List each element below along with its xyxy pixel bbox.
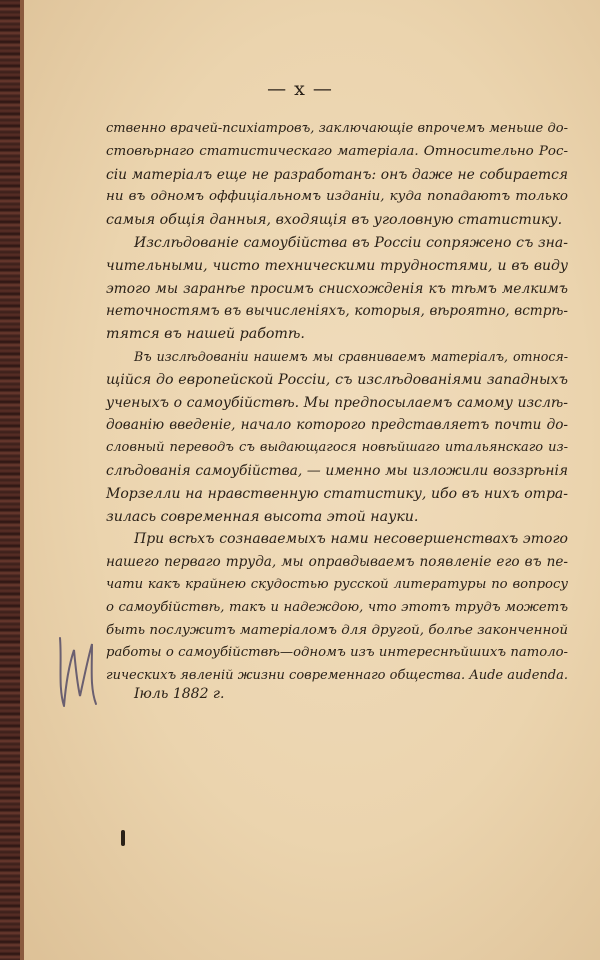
text-line: слѣдованія самоубійства, — именно мы изложили воззрѣнія bbox=[106, 462, 568, 479]
body-text bbox=[106, 118, 568, 688]
text-line: Изслѣдованіе самоубійства въ Россіи сопряжено съ зна- bbox=[134, 234, 568, 251]
text-line: о самоубійствѣ, такъ и надеждою, что этотъ трудъ можетъ bbox=[106, 599, 568, 615]
text-line: этого мы заранѣе просимъ снисхожденія къ тѣмъ мелкимъ bbox=[106, 280, 568, 297]
paragraph-1 bbox=[106, 118, 568, 232]
text-line: быть послужитъ матеріаломъ для другой, болѣе законченной bbox=[106, 622, 568, 638]
text-line: зилась современная высота этой науки. bbox=[106, 508, 419, 525]
text-line: При всѣхъ сознаваемыхъ нами несовершенствахъ этого bbox=[134, 531, 568, 548]
text-line: работы о самоубійствѣ—одномъ изъ интереснѣйшихъ патоло- bbox=[106, 645, 568, 661]
text-line: самыя общія данныя, входящія въ уголовную статистику. bbox=[106, 212, 563, 229]
text-line: Морзелли на нравственную статистику, ибо въ нихъ отра- bbox=[106, 485, 568, 502]
text-line: неточностямъ въ вычисленіяхъ, которыя, вѣроятно, встрѣ- bbox=[106, 303, 568, 320]
text-line: словный переводъ съ выдающагося новѣйшаго итальянскаго из- bbox=[106, 440, 568, 456]
text-line: тятся въ нашей работѣ. bbox=[106, 326, 305, 343]
text-line: ственно врачей-психіатровъ, заключающіе впрочемъ меньше до- bbox=[106, 121, 568, 136]
text-line: ни въ одномъ оффиціальномъ изданіи, куда попадаютъ только bbox=[106, 189, 568, 205]
text-line: дованію введеніе, начало которого представляетъ почти до- bbox=[106, 417, 568, 434]
text-line: щійся до европейской Россіи, съ изслѣдованіями западныхъ bbox=[106, 371, 568, 388]
text-line: стовѣрнаго статистическаго матеріала. Относительно Рос- bbox=[106, 143, 568, 159]
text-line: Въ изслѣдованіи нашемъ мы сравниваемъ матеріалъ, относя- bbox=[134, 348, 568, 364]
ink-mark bbox=[121, 830, 125, 846]
text-line: чати какъ крайнею скудостью русской литературы по вопросу bbox=[106, 576, 568, 592]
page-number: — x — bbox=[267, 78, 333, 100]
paragraph-3 bbox=[106, 346, 568, 528]
paragraph-4 bbox=[106, 528, 568, 688]
text-line: чительными, чисто техническими трудностями, и въ виду bbox=[106, 257, 568, 274]
text-line: ученыхъ о самоубійствѣ. Мы предпосылаемъ самому изслѣ- bbox=[106, 394, 568, 411]
text-line: сіи матеріалъ еще не разработанъ: онъ даже не собирается bbox=[106, 166, 568, 183]
text-line: гическихъ явленій жизни современнаго общества. Aude audenda. bbox=[106, 668, 568, 684]
handwritten-monogram bbox=[52, 632, 104, 712]
date-line: Іюль 1882 г. bbox=[134, 686, 225, 702]
text-line: нашего перваго труда, мы оправдываемъ появленіе его въ пе- bbox=[106, 554, 568, 571]
book-binding bbox=[0, 0, 20, 960]
paragraph-2 bbox=[106, 232, 568, 346]
